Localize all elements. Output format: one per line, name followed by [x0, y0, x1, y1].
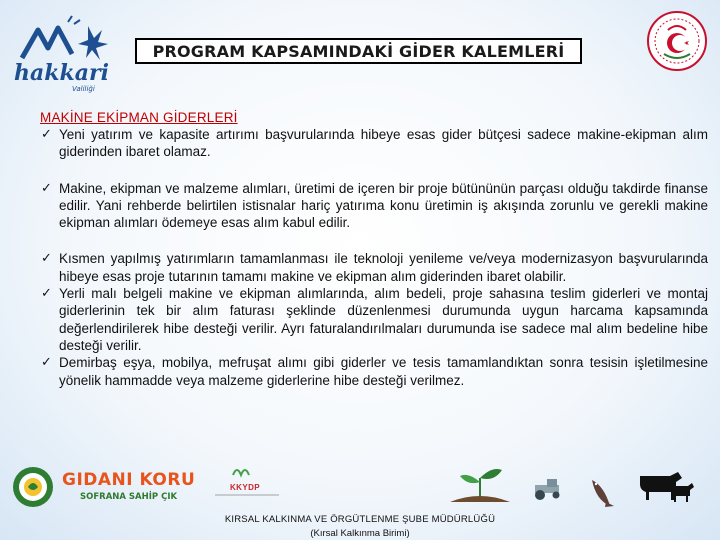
- bullet-text: Demirbaş eşya, mobilya, mefruşat alımı gibi giderler ve tesis tamamlandıktan sonra tesisin işletilmesine yönelik hammadde veya malzeme giderlerine hibe desteği verilmez.: [59, 355, 708, 388]
- list-item: [40, 354, 708, 389]
- list-item: [40, 250, 708, 285]
- ministry-emblem-icon: [646, 10, 708, 72]
- bullet-text: Makine, ekipman ve malzeme alımları, üretimi de içeren bir proje bütününün parçası olduğu takdirde finanse edilir. Yani rehberde belirtilen istisnalar hariç yatırıma konu üretimin iş akışında zorunlu ve gerekli makine ekipman alımları ödemeye esas alım kabul edilir.: [59, 180, 708, 231]
- bullet-text: Yerli malı belgeli makine ve ekipman alımlarında, alım bedeli, proje sahasına teslim giderleri ve montaj giderlerinin tek bir alım faturası şeklinde düzenlenmesi durumunda uygun harcama kapsamında değerlendirilerek hibe desteği verilir. Ayrı faturalandırılmaları durumunda ise sadece mal alım bedeline hibe desteği verilir.: [59, 286, 708, 353]
- check-icon: ✓: [41, 180, 52, 196]
- hakkari-wordmark: hakkari: [14, 60, 109, 86]
- sprout-icon: [450, 469, 510, 502]
- check-icon: ✓: [41, 286, 52, 302]
- footer-unit: (Kırsal Kalkınma Birimi): [310, 528, 410, 539]
- section-heading: MAKİNE EKİPMAN GİDERLERİ: [40, 110, 238, 125]
- page-title: PROGRAM KAPSAMINDAKİ GİDER KALEMLERİ: [152, 41, 565, 61]
- tractor-icon: [535, 479, 560, 500]
- list-item: [40, 126, 708, 161]
- check-icon: ✓: [41, 355, 52, 371]
- gidani-koru-logo: [62, 470, 204, 502]
- check-icon: ✓: [41, 251, 52, 267]
- kkydp-label: KKYDP: [230, 483, 261, 492]
- bullet-text: Kısmen yapılmış yatırımların tamamlanması ile teknoloji yenileme ve/veya modernizasyon başvurularında hibeye esas proje tutarının tamamı makine ve ekipman alım giderinden ibaret olabilir.: [59, 251, 708, 284]
- fish-icon: [592, 480, 614, 507]
- list-item: [40, 180, 708, 232]
- footer-department: KIRSAL KALKINMA VE ÖRGÜTLENME ŞUBE MÜDÜRLÜĞÜ: [224, 514, 496, 525]
- cattle-icon: [640, 472, 694, 502]
- bullet-list: [40, 126, 708, 389]
- hakkari-sub: Valiliği: [72, 85, 95, 93]
- bullet-text: Yeni yatırım ve kapasite artırımı başvurularında hibeye esas gider bütçesi sadece makine-ekipman alım giderinden ibaret olamaz.: [59, 127, 708, 160]
- green-seal-icon: [13, 467, 53, 507]
- hakkari-logo-icon: [8, 14, 126, 94]
- kkydp-logo-icon: [207, 461, 287, 501]
- list-item: [40, 285, 708, 354]
- title-box: [135, 38, 582, 64]
- gidani-main-text: GIDANI KORU: [62, 470, 196, 490]
- check-icon: ✓: [41, 127, 52, 142]
- gidani-sub-text: SOFRANA SAHİP ÇIK: [80, 492, 178, 502]
